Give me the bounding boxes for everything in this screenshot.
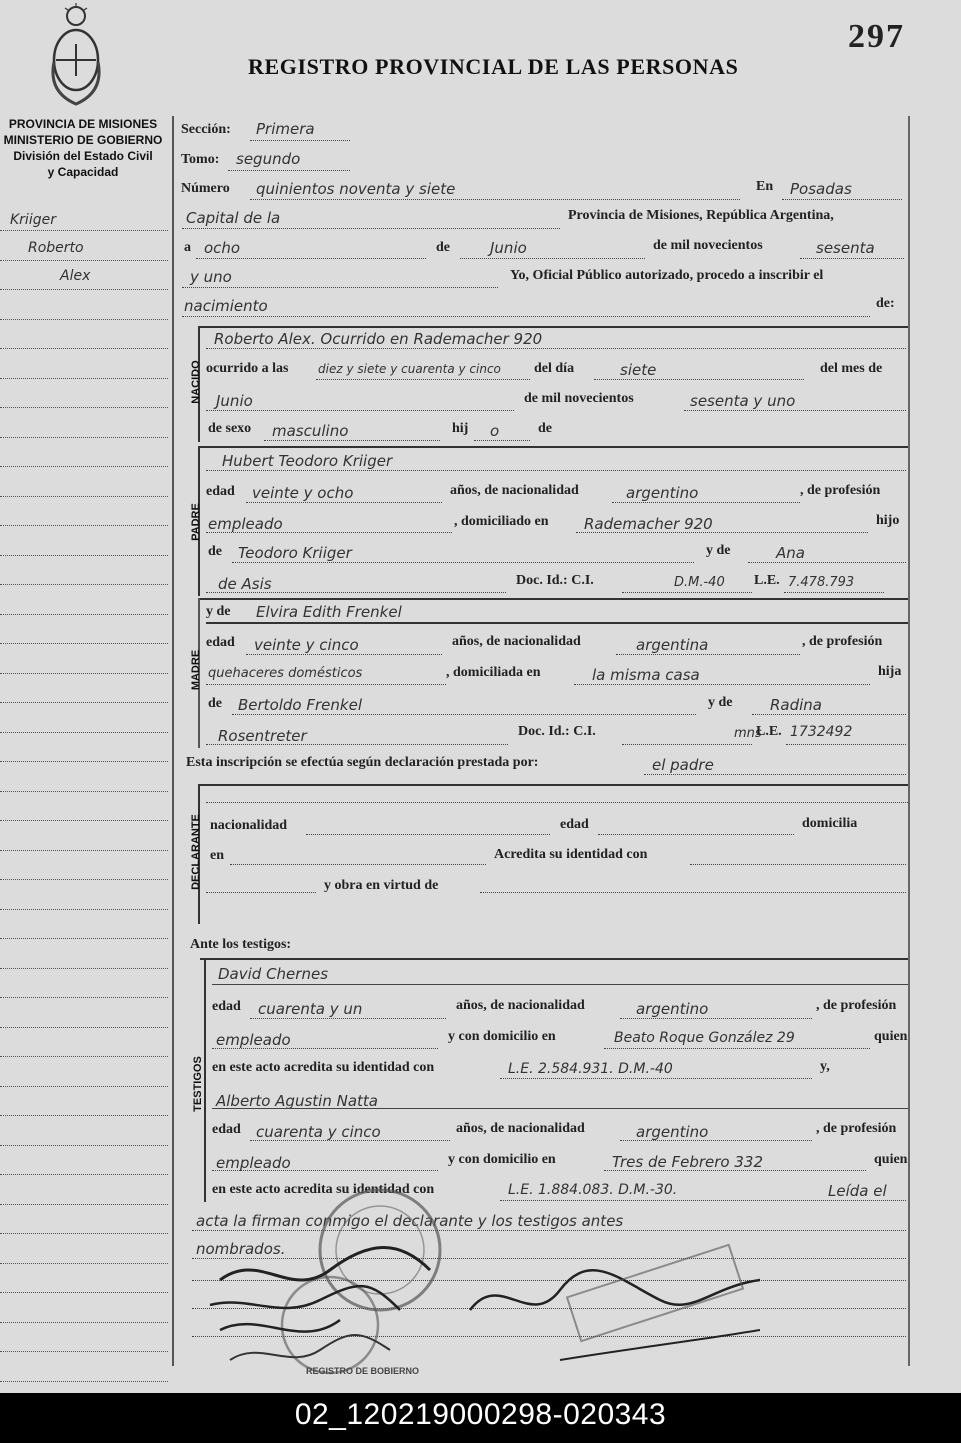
stamp-and-signatures — [200, 1160, 760, 1390]
padre-nac-label: años, de nacionalidad — [450, 483, 579, 498]
document-id-footer: 02_120219000298-020343 — [0, 1393, 961, 1443]
madre-dom-label: , domiciliada en — [446, 665, 541, 680]
mes-value: Junio — [490, 239, 527, 257]
declarante-en-label: en — [210, 848, 224, 863]
madre-nac-value: argentina — [636, 636, 709, 654]
numero-value: quinientos noventa y siete — [256, 180, 456, 198]
testigo1-nac-label: años, de nacionalidad — [456, 998, 585, 1013]
margin-rule-line — [0, 643, 168, 644]
padre-de-label: de — [208, 544, 222, 559]
margin-rule-line — [0, 407, 168, 408]
margin-rule-line — [0, 525, 168, 526]
padre-le-value: 7.478.793 — [788, 575, 855, 590]
stamp-text: REGISTRO DE BOBIERNO — [306, 1366, 420, 1376]
agency-line-1: PROVINCIA DE MISIONES — [8, 117, 158, 131]
margin-rule-line — [0, 260, 168, 261]
margin-rule-line — [0, 555, 168, 556]
margin-rule-line — [0, 496, 168, 497]
madre-le-value: 1732492 — [790, 724, 853, 740]
margin-rule-line — [0, 791, 168, 792]
madre-prof-label: , de profesión — [802, 634, 883, 649]
declarante-nac-label: nacionalidad — [210, 818, 288, 833]
madre-padre-value: Bertoldo Frenkel — [238, 696, 362, 714]
tomo-label: Tomo: — [181, 152, 220, 167]
ante-testigos-label: Ante los testigos: — [190, 937, 292, 952]
padre-section-label: PADRE — [190, 503, 202, 541]
ocurrido-label: ocurrido a las — [206, 361, 289, 376]
testigo2-doc-value: L.E. 1.884.083. D.M.-30. — [508, 1182, 678, 1198]
margin-name-3: Alex — [60, 268, 91, 284]
margin-rule-line — [0, 1115, 168, 1116]
declaracion-label: Esta inscripción se efectúa según declaración prestada por: — [186, 755, 539, 770]
mil-novecientos-label: de mil novecientos — [653, 238, 763, 253]
margin-rule-line — [0, 997, 168, 998]
testigo1-acred-label: en este acto acredita su identidad con — [212, 1060, 435, 1075]
a-label: a — [184, 240, 191, 255]
de-label: de — [436, 240, 450, 255]
padre-doc-label: Doc. Id.: C.I. — [516, 573, 594, 588]
hora-value: diez y siete y cuarenta y cinco — [318, 362, 501, 376]
padre-nac-value: argentino — [626, 484, 699, 502]
madre-de-label: de — [208, 696, 222, 711]
sexo-label: de sexo — [208, 421, 252, 436]
testigo1-y-label: y, — [820, 1059, 830, 1074]
testigo2-acred-label: en este acto acredita su identidad con — [212, 1182, 435, 1197]
madre-edad-value: veinte y cinco — [254, 636, 359, 654]
testigo1-dom-label: y con domicilio en — [448, 1029, 556, 1044]
madre-dom-value: la misma casa — [592, 666, 700, 684]
capital-value: Capital de la — [186, 209, 281, 227]
agency-line-4: y Capacidad — [47, 165, 119, 179]
anio-value: sesenta — [816, 239, 875, 257]
madre-madre-value: Radina — [770, 696, 823, 714]
padre-le-label: L.E. — [754, 573, 780, 588]
testigo1-dom-value: Beato Roque González 29 — [614, 1030, 795, 1046]
testigo1-prof-label: , de profesión — [816, 998, 897, 1013]
madre-name-value: Elvira Edith Frenkel — [256, 603, 402, 621]
del-mes-label: del mes de — [820, 361, 883, 376]
margin-rule-line — [0, 437, 168, 438]
margin-rule-line — [0, 702, 168, 703]
nacido-section-label: NACIDO — [190, 360, 202, 404]
madre-le-label: L.E. — [756, 724, 782, 739]
margin-rule-line — [0, 289, 168, 290]
testigos-section-label: TESTIGOS — [192, 1056, 204, 1112]
page-number: 297 — [848, 18, 905, 55]
nacido-de-label: de — [538, 421, 552, 436]
testigo2-nac-label: años, de nacionalidad — [456, 1121, 585, 1136]
coat-of-arms-emblem — [46, 2, 106, 110]
declarante-section-label: DECLARANTE — [190, 814, 202, 890]
margin-rule-line — [0, 1322, 168, 1323]
numero-label: Número — [181, 181, 230, 196]
margin-rule-line — [0, 909, 168, 910]
margin-rule-line — [0, 938, 168, 939]
closing-line-1: acta la firman conmigo el declarante y los testigos antes — [196, 1212, 624, 1230]
madre-madre-value-2: Rosentreter — [218, 727, 307, 745]
page-title: REGISTRO PROVINCIAL DE LAS PERSONAS — [248, 54, 739, 79]
padre-name-value: Hubert Teodoro Kriiger — [222, 452, 393, 470]
madre-prof-value: quehaceres domésticos — [208, 666, 363, 681]
en-value: Posadas — [790, 180, 852, 198]
nacido-mil-label: de mil novecientos — [524, 391, 634, 406]
del-dia-label: del día — [534, 361, 575, 376]
margin-name-2: Roberto — [28, 240, 84, 256]
madre-nac-label: años, de nacionalidad — [452, 634, 581, 649]
margin-rule-line — [0, 1204, 168, 1205]
nacido-dia-value: siete — [620, 361, 657, 379]
testigo2-dom-value: Tres de Febrero 332 — [612, 1153, 764, 1171]
margin-rule-line — [0, 319, 168, 320]
margin-rule-line — [0, 584, 168, 585]
padre-dom-label: , domiciliado en — [454, 514, 549, 529]
testigo2-prof-label: , de profesión — [816, 1121, 897, 1136]
agency-line-2: MINISTERIO DE GOBIERNO — [3, 133, 163, 147]
en-label: En — [756, 179, 774, 194]
seccion-label: Sección: — [181, 122, 231, 137]
margin-rule-line — [0, 1145, 168, 1146]
right-border — [908, 116, 910, 1366]
testigo2-prof-value: empleado — [216, 1154, 291, 1172]
seccion-value: Primera — [256, 120, 315, 138]
nacido-anio-value: sesenta y uno — [690, 392, 796, 410]
anio-value-2: y uno — [190, 268, 232, 286]
testigo1-edad-value: cuarenta y un — [258, 1000, 363, 1018]
margin-rule-line — [0, 614, 168, 615]
margin-rule-line — [0, 1056, 168, 1057]
testigo1-prof-value: empleado — [216, 1031, 291, 1049]
margin-rule-line — [0, 761, 168, 762]
margin-rule-line — [0, 673, 168, 674]
padre-madre-value-2: de Asis — [218, 575, 272, 593]
declaracion-value: el padre — [652, 756, 714, 774]
margin-rule-line — [0, 1027, 168, 1028]
padre-padre-value: Teodoro Kriiger — [238, 544, 352, 562]
margin-rule-line — [0, 378, 168, 379]
margin-rule-line — [0, 1351, 168, 1352]
madre-yde2-label: y de — [708, 695, 733, 710]
tomo-value: segundo — [236, 150, 301, 168]
margin-rule-line — [0, 850, 168, 851]
declarante-virtud-label: y obra en virtud de — [324, 878, 439, 893]
testigo1-doc-value: L.E. 2.584.931. D.M.-40 — [508, 1061, 673, 1077]
margin-rule-line — [0, 230, 168, 231]
hija-label: hija — [878, 664, 902, 679]
madre-yde-label: y de — [206, 604, 231, 619]
declarante-dom-label: domicilia — [802, 816, 858, 831]
closing-line-2: nombrados. — [196, 1240, 286, 1258]
margin-divider — [172, 116, 174, 1366]
testigo2-edad-label: edad — [212, 1122, 241, 1137]
margin-rule-line — [0, 968, 168, 969]
margin-rule-line — [0, 879, 168, 880]
padre-dom-value: Rademacher 920 — [584, 515, 713, 533]
testigo1-quien-label: quien — [874, 1029, 908, 1044]
margin-name-1: Kriiger — [10, 212, 56, 228]
madre-section-label: MADRE — [190, 649, 202, 691]
testigo1-nac-value: argentino — [636, 1000, 709, 1018]
testigo2-quien-label: quien — [874, 1152, 908, 1167]
padre-edad-label: edad — [206, 484, 235, 499]
margin-rule-line — [0, 1174, 168, 1175]
testigo2-name-value: Alberto Agustin Natta — [216, 1092, 378, 1110]
madre-doc-value: mns — [734, 726, 762, 741]
oficial-label: Yo, Oficial Público autorizado, procedo a inscribir el — [510, 268, 824, 283]
de2-label: de: — [876, 296, 895, 311]
testigo2-nac-value: argentino — [636, 1123, 709, 1141]
padre-prof-label: , de profesión — [800, 483, 881, 498]
provincia-label: Provincia de Misiones, República Argentina, — [568, 208, 834, 223]
hij-label: hij — [452, 421, 469, 436]
padre-doc-value: D.M.-40 — [674, 575, 725, 590]
margin-rule-line — [0, 466, 168, 467]
margin-rule-line — [0, 1086, 168, 1087]
leida-value: Leída el — [828, 1182, 887, 1200]
hij-value: o — [490, 422, 500, 440]
madre-doc-label: Doc. Id.: C.I. — [518, 724, 596, 739]
nacido-mes-value: Junio — [216, 392, 253, 410]
hijo-label: hijo — [876, 513, 900, 528]
padre-edad-value: veinte y ocho — [252, 484, 354, 502]
acto-value: nacimiento — [184, 297, 268, 315]
sexo-value: masculino — [272, 422, 349, 440]
padre-madre-value: Ana — [776, 544, 805, 562]
testigo1-edad-label: edad — [212, 999, 241, 1014]
margin-rule-line — [0, 1263, 168, 1264]
margin-rule-line — [0, 1292, 168, 1293]
margin-rule-line — [0, 732, 168, 733]
declarante-edad-label: edad — [560, 817, 589, 832]
margin-rule-line — [0, 348, 168, 349]
margin-rule-line — [0, 820, 168, 821]
padre-yde-label: y de — [706, 543, 731, 558]
declarante-acredita-label: Acredita su identidad con — [494, 847, 648, 862]
testigo1-name-value: David Chernes — [218, 965, 329, 983]
margin-rule-line — [0, 1233, 168, 1234]
agency-line-3: División del Estado Civil — [13, 149, 153, 163]
padre-prof-value: empleado — [208, 515, 283, 533]
testigo2-dom-label: y con domicilio en — [448, 1152, 556, 1167]
madre-edad-label: edad — [206, 635, 235, 650]
margin-rule-line — [0, 1381, 168, 1382]
agency-header — [0, 116, 166, 180]
nacido-name-value: Roberto Alex. Ocurrido en Rademacher 920 — [214, 330, 543, 348]
testigo2-edad-value: cuarenta y cinco — [256, 1123, 381, 1141]
dia-value: ocho — [204, 239, 241, 257]
